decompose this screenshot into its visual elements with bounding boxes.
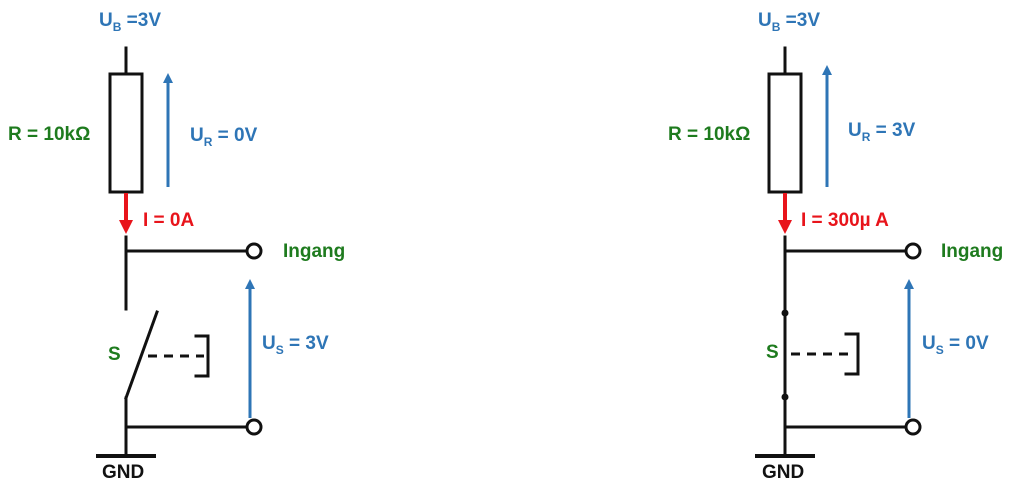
right-resistor: [769, 74, 801, 192]
right-switch-contact-top: [782, 310, 789, 317]
right-switch-label: S: [766, 342, 779, 363]
right-lower-terminal: [906, 420, 920, 434]
left-switch-label: S: [108, 344, 121, 365]
right-resistor-voltage-label: $U_R = 3V$: [848, 120, 916, 144]
left-circuit: [8, 10, 345, 483]
right-input-label: Ingang: [941, 241, 1004, 262]
right-switch-contact-bottom: [782, 394, 789, 401]
left-ground-label: GND: [102, 462, 145, 483]
right-ground-label: GND: [762, 462, 805, 483]
left-input-voltage-label: $U_S = 3V$: [262, 333, 329, 357]
right-resistor-label: R = 10kΩ: [668, 124, 751, 145]
right-input-voltage-label: $U_S = 0V$: [922, 333, 989, 357]
left-lower-terminal: [247, 420, 261, 434]
left-resistor-voltage-label: $U_R = 0V$: [190, 125, 258, 149]
left-input-terminal: [247, 244, 261, 258]
left-resistor-label: R = 10kΩ: [8, 124, 91, 145]
right-circuit: [668, 10, 1003, 483]
left-resistor: [110, 74, 142, 192]
left-supply-voltage-label: $U_B =3V$: [99, 10, 162, 34]
left-current-label: I = 0A: [143, 210, 195, 231]
right-supply-voltage-label: $U_B =3V$: [758, 10, 821, 34]
right-current-label: I = 300µ A: [801, 210, 889, 231]
right-input-terminal: [906, 244, 920, 258]
left-input-label: Ingang: [283, 241, 346, 262]
